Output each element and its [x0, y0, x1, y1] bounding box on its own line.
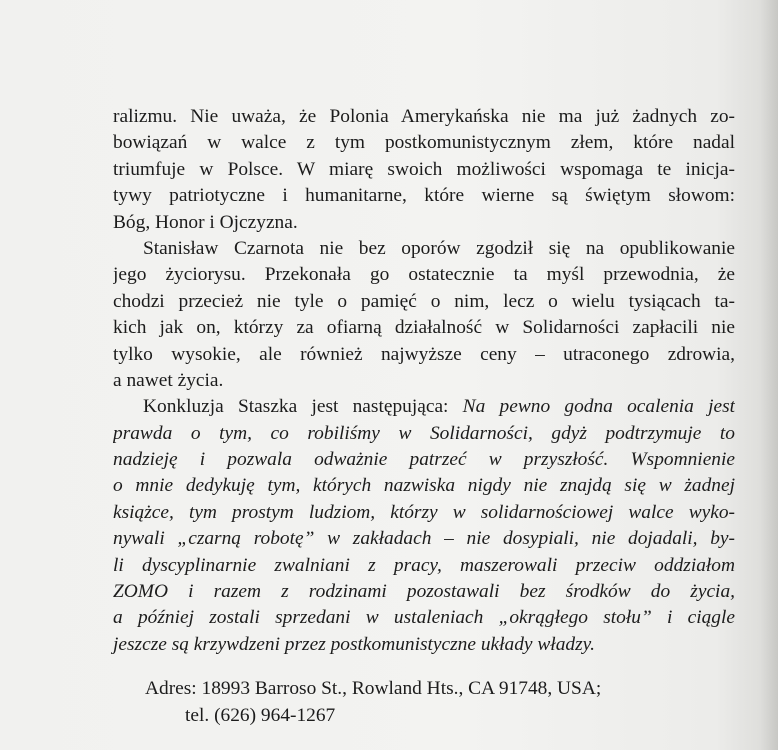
address-line: Adres: 18993 Barroso St., Rowland Hts., CA 91748, USA; [145, 678, 602, 699]
quote-line: li dyscyplinarnie zwalniani z pracy, maszerowali przeciw oddziałom [113, 554, 735, 576]
text-line: jego życiorysu. Przekonała go ostatecznie ta myśl przewodnia, że [113, 264, 735, 286]
text-line: bowiązań w walce z tym postkomunistycznym złem, które nadal [113, 132, 735, 154]
text-line [143, 394, 735, 420]
text-line: chodzi przecież nie tyle o pamięć o nim, lecz o wielu tysiącach ta- [113, 290, 735, 312]
phone-line: tel. (626) 964-1267 [185, 705, 336, 726]
text-line: Stanisław Czarnota nie bez oporów zgodził się na opublikowanie [143, 237, 735, 259]
text-line: a nawet życia. [113, 369, 224, 391]
text-line: kich jak on, którzy za ofiarną działalność w Solidarności zapłacili nie [113, 317, 735, 339]
quote-line: o mnie dedykuję tym, których nazwiska nigdy nie znajdą się w żadnej [113, 475, 735, 497]
quote-line: ZOMO i razem z rodzinami pozostawali bez środków do życia, [113, 581, 735, 603]
quote-line: prawda o tym, co robiliśmy w Solidarności, gdyż podtrzymuje to [113, 422, 735, 444]
page-edge-shadow [760, 0, 778, 750]
quote-line: jeszcze są krzywdzeni przez postkomunistyczne układy władzy. [113, 633, 596, 655]
quote-intro: Konkluzja Staszka jest następująca: [143, 396, 463, 418]
quote-line: książce, tym prostym ludziom, którzy w solidarnościowej walce wyko- [113, 501, 735, 523]
quote-line: nadzieję i pozwala odważnie patrzeć w przyszłość. Wspomnienie [113, 449, 735, 471]
text-line: Bóg, Honor i Ojczyzna. [113, 211, 298, 233]
text-line: tywy patriotyczne i humanitarne, które wierne są świętym słowom: [113, 185, 735, 207]
text-line: tylko wysokie, ale również najwyższe ceny – utraconego zdrowia, [113, 343, 735, 365]
quote-line: nywali „czarną robotę” w zakładach – nie dosypiali, nie dojadali, by- [113, 528, 735, 550]
body-text [113, 104, 735, 658]
quote-line: a później zostali sprzedani w ustaleniach „okrągłego stołu” i ciągle [113, 607, 735, 629]
quote-start: Na pewno godna ocalenia jest [462, 396, 735, 418]
text-line: ralizmu. Nie uważa, że Polonia Amerykańska nie ma już żadnych zo- [113, 106, 735, 127]
text-line: triumfuje w Polsce. W miarę swoich możliwości wspomaga te inicja- [113, 158, 735, 180]
